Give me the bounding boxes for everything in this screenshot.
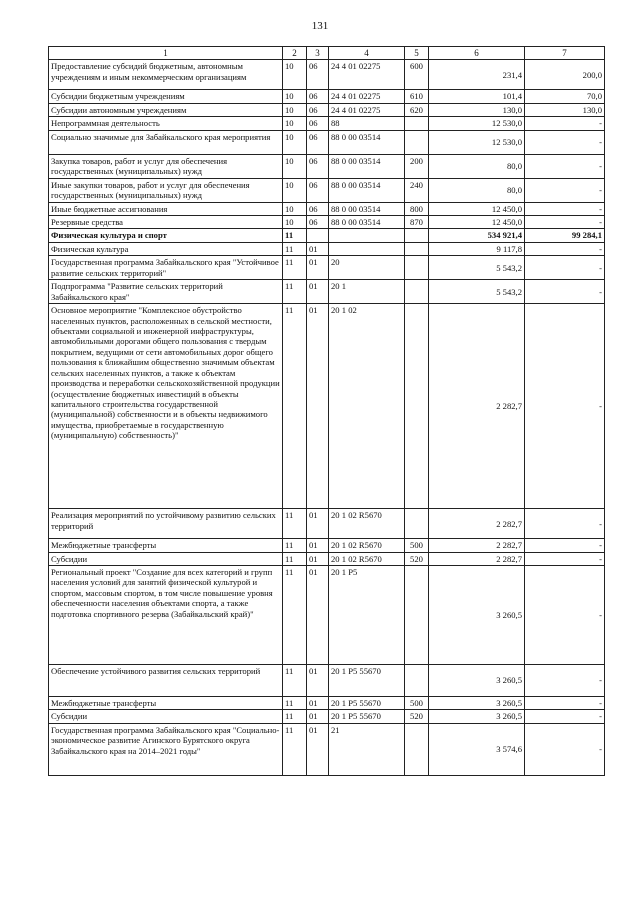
row-subsection-cell [307, 229, 329, 242]
row-amount-2-cell: - [525, 509, 605, 539]
row-target-article-cell: 21 [329, 723, 405, 775]
row-expense-type-cell [405, 117, 429, 130]
table-row [49, 304, 605, 509]
row-target-article-cell: 20 1 02 R5670 [329, 509, 405, 539]
table-row [49, 229, 605, 242]
header-cell: 2 [283, 47, 307, 60]
header-cell: 5 [405, 47, 429, 60]
header-cell: 7 [525, 47, 605, 60]
row-target-article-cell: 20 [329, 256, 405, 280]
row-amount-2-cell: - [525, 539, 605, 552]
row-section-cell: 11 [283, 229, 307, 242]
row-expense-type-cell [405, 280, 429, 304]
row-subsection-cell: 01 [307, 256, 329, 280]
row-amount-1-cell: 130,0 [429, 103, 525, 116]
row-amount-2-cell: 200,0 [525, 60, 605, 90]
row-amount-1-cell: 2 282,7 [429, 304, 525, 509]
row-amount-1-cell: 5 543,2 [429, 256, 525, 280]
row-target-article-cell: 20 1 Р5 55670 [329, 710, 405, 723]
row-amount-2-cell: 99 284,1 [525, 229, 605, 242]
table-row [49, 202, 605, 215]
header-cell: 4 [329, 47, 405, 60]
row-subsection-cell: 01 [307, 665, 329, 697]
row-amount-2-cell: - [525, 566, 605, 665]
row-amount-2-cell: 130,0 [525, 103, 605, 116]
table-row [49, 103, 605, 116]
budget-table [48, 46, 605, 776]
row-amount-1-cell: 80,0 [429, 154, 525, 178]
row-subsection-cell: 01 [307, 697, 329, 710]
row-section-cell: 11 [283, 710, 307, 723]
row-expense-type-cell [405, 723, 429, 775]
table-row [49, 665, 605, 697]
row-amount-1-cell: 12 530,0 [429, 130, 525, 154]
row-amount-2-cell: - [525, 552, 605, 565]
row-subsection-cell: 01 [307, 710, 329, 723]
row-expense-type-cell [405, 242, 429, 255]
row-target-article-cell [329, 242, 405, 255]
row-target-article-cell: 20 1 02 [329, 304, 405, 509]
row-name-cell: Субсидии бюджетным учреждениям [49, 90, 283, 103]
table-row [49, 566, 605, 665]
row-subsection-cell: 06 [307, 117, 329, 130]
row-expense-type-cell [405, 566, 429, 665]
row-amount-2-cell: - [525, 723, 605, 775]
row-subsection-cell: 06 [307, 216, 329, 229]
row-expense-type-cell [405, 256, 429, 280]
table-row [49, 117, 605, 130]
row-section-cell: 11 [283, 256, 307, 280]
row-target-article-cell: 88 0 00 03514 [329, 130, 405, 154]
row-name-cell: Субсидии [49, 552, 283, 565]
row-expense-type-cell: 520 [405, 552, 429, 565]
row-amount-1-cell: 9 117,8 [429, 242, 525, 255]
table-row [49, 710, 605, 723]
row-subsection-cell: 01 [307, 304, 329, 509]
table-row [49, 509, 605, 539]
table-row [49, 697, 605, 710]
row-amount-1-cell: 2 282,7 [429, 539, 525, 552]
row-name-cell: Государственная программа Забайкальского края "Устойчивое развитие сельских территорий" [49, 256, 283, 280]
row-section-cell: 11 [283, 539, 307, 552]
row-expense-type-cell [405, 509, 429, 539]
row-target-article-cell: 88 0 00 03514 [329, 202, 405, 215]
row-amount-2-cell: - [525, 697, 605, 710]
row-section-cell: 11 [283, 304, 307, 509]
row-expense-type-cell: 240 [405, 178, 429, 202]
header-cell: 3 [307, 47, 329, 60]
row-subsection-cell: 06 [307, 60, 329, 90]
row-amount-2-cell: - [525, 280, 605, 304]
row-subsection-cell: 06 [307, 103, 329, 116]
table-row [49, 154, 605, 178]
table-row [49, 256, 605, 280]
row-name-cell: Межбюджетные трансферты [49, 539, 283, 552]
row-name-cell: Иные закупки товаров, работ и услуг для обеспечения государственных (муниципальных) нужд [49, 178, 283, 202]
row-expense-type-cell: 800 [405, 202, 429, 215]
header-row [49, 47, 605, 60]
row-subsection-cell: 01 [307, 539, 329, 552]
row-target-article-cell: 24 4 01 02275 [329, 90, 405, 103]
row-subsection-cell: 01 [307, 509, 329, 539]
row-section-cell: 11 [283, 665, 307, 697]
row-expense-type-cell: 620 [405, 103, 429, 116]
row-amount-2-cell: - [525, 216, 605, 229]
row-name-cell: Субсидии [49, 710, 283, 723]
row-expense-type-cell [405, 304, 429, 509]
row-amount-2-cell: - [525, 710, 605, 723]
table-row [49, 60, 605, 90]
row-target-article-cell: 20 1 Р5 55670 [329, 697, 405, 710]
row-amount-2-cell: - [525, 242, 605, 255]
row-target-article-cell: 88 0 00 03514 [329, 154, 405, 178]
row-name-cell: Основное мероприятие "Комплексное обустройство населенных пунктов, расположенных в сельской местности, объектами социальной и инженерной инфраструктуры, автомобильными дорогами общего пользования с твердым покрытием, ведущими от сети автомобильных дорог общего пользования к ближайшим общественно значимым объектам сельских населенных пунктов, а также к объектам производства и переработки сельскохозяйственной продукции (осуществление бюджетных инвестиций в объекты капитального строительства государственной (муниципальной) собственности и в объекты недвижимого имущества, приобретаемые в государственную (муниципальную) собственность)" [49, 304, 283, 509]
row-subsection-cell: 01 [307, 280, 329, 304]
row-expense-type-cell [405, 665, 429, 697]
row-name-cell: Обеспечение устойчивого развития сельских территорий [49, 665, 283, 697]
row-expense-type-cell: 610 [405, 90, 429, 103]
row-target-article-cell: 20 1 [329, 280, 405, 304]
row-expense-type-cell: 200 [405, 154, 429, 178]
row-subsection-cell: 01 [307, 723, 329, 775]
row-target-article-cell: 20 1 Р5 55670 [329, 665, 405, 697]
row-amount-1-cell: 3 260,5 [429, 710, 525, 723]
row-amount-1-cell: 231,4 [429, 60, 525, 90]
row-amount-1-cell: 80,0 [429, 178, 525, 202]
row-section-cell: 11 [283, 723, 307, 775]
row-name-cell: Государственная программа Забайкальского края "Социально-экономическое развитие Агинского Бурятского округа Забайкальского края на 2014–2021 годы" [49, 723, 283, 775]
header-cell: 6 [429, 47, 525, 60]
row-target-article-cell [329, 229, 405, 242]
row-amount-2-cell: - [525, 665, 605, 697]
row-amount-1-cell: 3 260,5 [429, 697, 525, 710]
table-row [49, 242, 605, 255]
row-amount-2-cell: - [525, 256, 605, 280]
row-amount-2-cell: - [525, 117, 605, 130]
row-amount-2-cell: - [525, 154, 605, 178]
row-target-article-cell: 88 0 00 03514 [329, 216, 405, 229]
row-name-cell: Физическая культура [49, 242, 283, 255]
page-number: 131 [311, 20, 329, 32]
row-name-cell: Резервные средства [49, 216, 283, 229]
row-expense-type-cell: 500 [405, 697, 429, 710]
row-amount-1-cell: 534 921,4 [429, 229, 525, 242]
row-name-cell: Подпрограмма "Развитие сельских территорий Забайкальского края" [49, 280, 283, 304]
row-name-cell: Непрограммная деятельность [49, 117, 283, 130]
row-section-cell: 10 [283, 60, 307, 90]
row-expense-type-cell [405, 229, 429, 242]
row-expense-type-cell: 600 [405, 60, 429, 90]
row-subsection-cell: 01 [307, 566, 329, 665]
row-section-cell: 10 [283, 90, 307, 103]
row-section-cell: 11 [283, 566, 307, 665]
row-amount-1-cell: 3 260,5 [429, 665, 525, 697]
table-row [49, 539, 605, 552]
row-amount-2-cell: - [525, 304, 605, 509]
row-section-cell: 10 [283, 154, 307, 178]
row-amount-1-cell: 12 530,0 [429, 117, 525, 130]
row-section-cell: 11 [283, 242, 307, 255]
row-amount-2-cell: 70,0 [525, 90, 605, 103]
row-subsection-cell: 06 [307, 178, 329, 202]
row-amount-1-cell: 101,4 [429, 90, 525, 103]
row-section-cell: 10 [283, 103, 307, 116]
row-amount-1-cell: 5 543,2 [429, 280, 525, 304]
table-row [49, 552, 605, 565]
row-subsection-cell: 06 [307, 202, 329, 215]
header-cell: 1 [49, 47, 283, 60]
row-name-cell: Физическая культура и спорт [49, 229, 283, 242]
row-section-cell: 11 [283, 509, 307, 539]
row-amount-1-cell: 3 574,6 [429, 723, 525, 775]
row-section-cell: 10 [283, 130, 307, 154]
row-expense-type-cell: 870 [405, 216, 429, 229]
table-row [49, 723, 605, 775]
row-expense-type-cell: 500 [405, 539, 429, 552]
row-section-cell: 11 [283, 697, 307, 710]
table-row [49, 90, 605, 103]
row-subsection-cell: 06 [307, 90, 329, 103]
table-row [49, 178, 605, 202]
row-target-article-cell: 24 4 01 02275 [329, 60, 405, 90]
row-amount-2-cell: - [525, 202, 605, 215]
row-target-article-cell: 24 4 01 02275 [329, 103, 405, 116]
row-target-article-cell: 88 [329, 117, 405, 130]
row-amount-1-cell: 2 282,7 [429, 552, 525, 565]
row-name-cell: Социально значимые для Забайкальского края мероприятия [49, 130, 283, 154]
row-target-article-cell: 20 1 02 R5670 [329, 539, 405, 552]
row-name-cell: Иные бюджетные ассигнования [49, 202, 283, 215]
row-subsection-cell: 01 [307, 242, 329, 255]
row-amount-2-cell: - [525, 178, 605, 202]
table-row [49, 280, 605, 304]
row-expense-type-cell [405, 130, 429, 154]
table-row [49, 130, 605, 154]
row-amount-1-cell: 12 450,0 [429, 216, 525, 229]
row-amount-1-cell: 3 260,5 [429, 566, 525, 665]
row-name-cell: Реализация мероприятий по устойчивому развитию сельских территорий [49, 509, 283, 539]
table-row [49, 216, 605, 229]
row-name-cell: Субсидии автономным учреждениям [49, 103, 283, 116]
row-subsection-cell: 06 [307, 130, 329, 154]
row-section-cell: 10 [283, 117, 307, 130]
row-expense-type-cell: 520 [405, 710, 429, 723]
row-subsection-cell: 01 [307, 552, 329, 565]
row-name-cell: Предоставление субсидий бюджетным, автономным учреждениям и иным некоммерческим организациям [49, 60, 283, 90]
row-target-article-cell: 88 0 00 03514 [329, 178, 405, 202]
row-name-cell: Региональный проект "Создание для всех категорий и групп населения условий для занятий физической культурой и спортом, массовым спортом, в том числе повышение уровня обеспеченности населения объектами спорта, а также подготовка спортивного резерва (Забайкальский край)" [49, 566, 283, 665]
row-amount-2-cell: - [525, 130, 605, 154]
row-name-cell: Закупка товаров, работ и услуг для обеспечения государственных (муниципальных) нужд [49, 154, 283, 178]
row-subsection-cell: 06 [307, 154, 329, 178]
row-target-article-cell: 20 1 Р5 [329, 566, 405, 665]
row-section-cell: 10 [283, 216, 307, 229]
row-section-cell: 11 [283, 280, 307, 304]
row-section-cell: 10 [283, 202, 307, 215]
row-target-article-cell: 20 1 02 R5670 [329, 552, 405, 565]
row-name-cell: Межбюджетные трансферты [49, 697, 283, 710]
row-section-cell: 10 [283, 178, 307, 202]
row-section-cell: 11 [283, 552, 307, 565]
row-amount-1-cell: 2 282,7 [429, 509, 525, 539]
row-amount-1-cell: 12 450,0 [429, 202, 525, 215]
